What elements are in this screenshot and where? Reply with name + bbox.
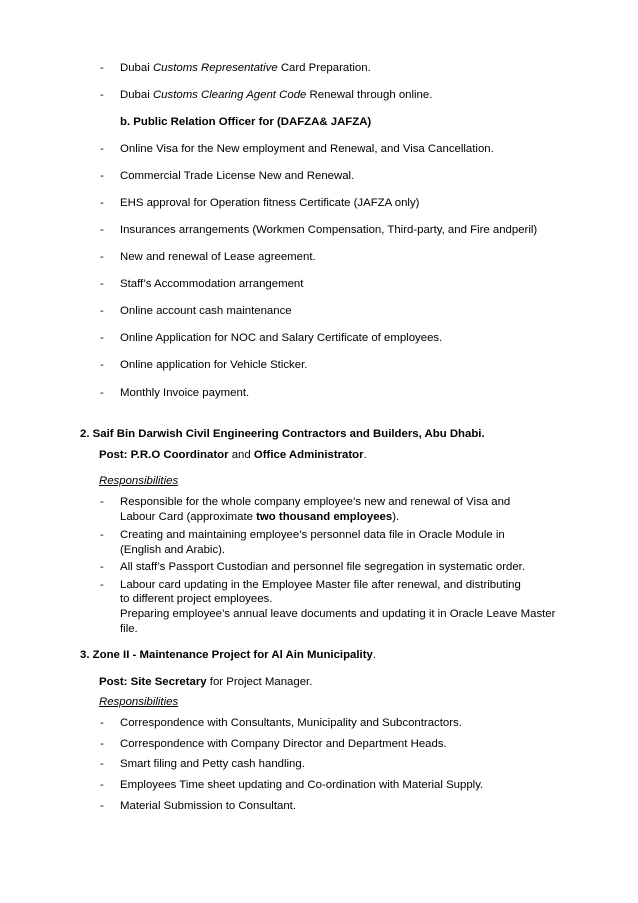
list-item: Online Visa for the New employment and Renewal, and Visa Cancellation.: [120, 143, 494, 155]
responsibilities-label: Responsibilities: [99, 696, 179, 708]
job-heading-end: .: [372, 649, 376, 661]
list-dash: -: [100, 387, 104, 399]
item-text: ).: [392, 511, 400, 523]
list-item: Staff’s Accommodation arrangement: [120, 278, 304, 290]
list-dash: -: [100, 717, 104, 729]
list-item-cont: (English and Arabic).: [120, 544, 226, 556]
list-item: [120, 61, 371, 75]
list-dash: -: [100, 305, 104, 317]
sub-heading: b. Public Relation Officer for (DAFZA& JAFZA): [120, 116, 372, 128]
list-item: Online account cash maintenance: [120, 305, 292, 317]
list-item: New and renewal of Lease agreement.: [120, 251, 316, 263]
job-post: [99, 675, 312, 689]
job-post: [99, 448, 367, 462]
list-dash: -: [100, 359, 104, 371]
list-item: Online Application for NOC and Salary Certificate of employees.: [120, 332, 443, 344]
list-item: Smart filing and Petty cash handling.: [120, 758, 305, 770]
list-item: EHS approval for Operation fitness Certificate (JAFZA only): [120, 197, 420, 209]
list-dash: -: [100, 170, 104, 182]
list-item: Correspondence with Company Director and Department Heads.: [120, 738, 447, 750]
list-item: Labour card updating in the Employee Master file after renewal, and distributing: [120, 579, 521, 591]
post-label: Post: Site Secretary: [99, 676, 207, 688]
list-dash: -: [100, 779, 104, 791]
item-text: Dubai: [120, 62, 153, 74]
item-text: Dubai: [120, 89, 153, 101]
item-text-bold: two thousand employees: [256, 511, 393, 523]
item-text-italic: Customs Representative: [152, 62, 278, 74]
list-item: Correspondence with Consultants, Municipality and Subcontractors.: [120, 717, 462, 729]
list-dash: -: [100, 224, 104, 236]
post-label: Post: P.R.O Coordinator: [99, 449, 229, 461]
list-item: Material Submission to Consultant.: [120, 800, 297, 812]
list-dash: -: [100, 143, 104, 155]
list-dash: -: [100, 579, 104, 591]
list-item: Insurances arrangements (Workmen Compensation, Third-party, and Fire andperil): [120, 224, 538, 236]
list-dash: -: [100, 496, 104, 508]
list-item-cont: [120, 510, 399, 524]
item-text: Renewal through online.: [306, 89, 433, 101]
list-item-cont: file.: [120, 623, 138, 635]
list-dash: -: [100, 561, 104, 573]
list-dash: -: [100, 332, 104, 344]
item-text: Card Preparation.: [277, 62, 371, 74]
list-dash: -: [100, 800, 104, 812]
list-item: Monthly Invoice payment.: [120, 387, 250, 399]
item-text-italic: Customs Clearing Agent Code: [152, 89, 307, 101]
list-dash: -: [100, 89, 104, 101]
list-dash: -: [100, 758, 104, 770]
list-dash: -: [100, 738, 104, 750]
list-dash: -: [100, 278, 104, 290]
list-item: Creating and maintaining employee’s personnel data file in Oracle Module in: [120, 529, 505, 541]
list-item: Employees Time sheet updating and Co-ordination with Material Supply.: [120, 779, 484, 791]
item-text: Labour Card (approximate: [120, 511, 257, 523]
post-and: and: [228, 449, 254, 461]
list-dash: -: [100, 197, 104, 209]
list-item: Responsible for the whole company employee’s new and renewal of Visa and: [120, 496, 511, 508]
list-item-cont: to different project employees.: [120, 593, 273, 605]
list-dash: -: [100, 62, 104, 74]
list-item: [120, 88, 432, 102]
responsibilities-label: Responsibilities: [99, 475, 179, 487]
post-role: Office Administrator: [253, 449, 364, 461]
job-heading-text: 3. Zone II - Maintenance Project for Al Ain Municipality: [80, 649, 373, 661]
list-dash: -: [100, 529, 104, 541]
job-heading: 2. Saif Bin Darwish Civil Engineering Contractors and Builders, Abu Dhabi.: [80, 428, 485, 440]
list-item-plain: Preparing employee’s annual leave documents and updating it in Oracle Leave Master: [120, 608, 556, 620]
list-item: All staff’s Passport Custodian and personnel file segregation in systematic order.: [120, 561, 526, 573]
list-item: Online application for Vehicle Sticker.: [120, 359, 308, 371]
list-item: Commercial Trade License New and Renewal.: [120, 170, 355, 182]
post-end: .: [363, 449, 367, 461]
post-rest: for Project Manager.: [206, 676, 313, 688]
job-heading: [80, 648, 376, 662]
list-dash: -: [100, 251, 104, 263]
